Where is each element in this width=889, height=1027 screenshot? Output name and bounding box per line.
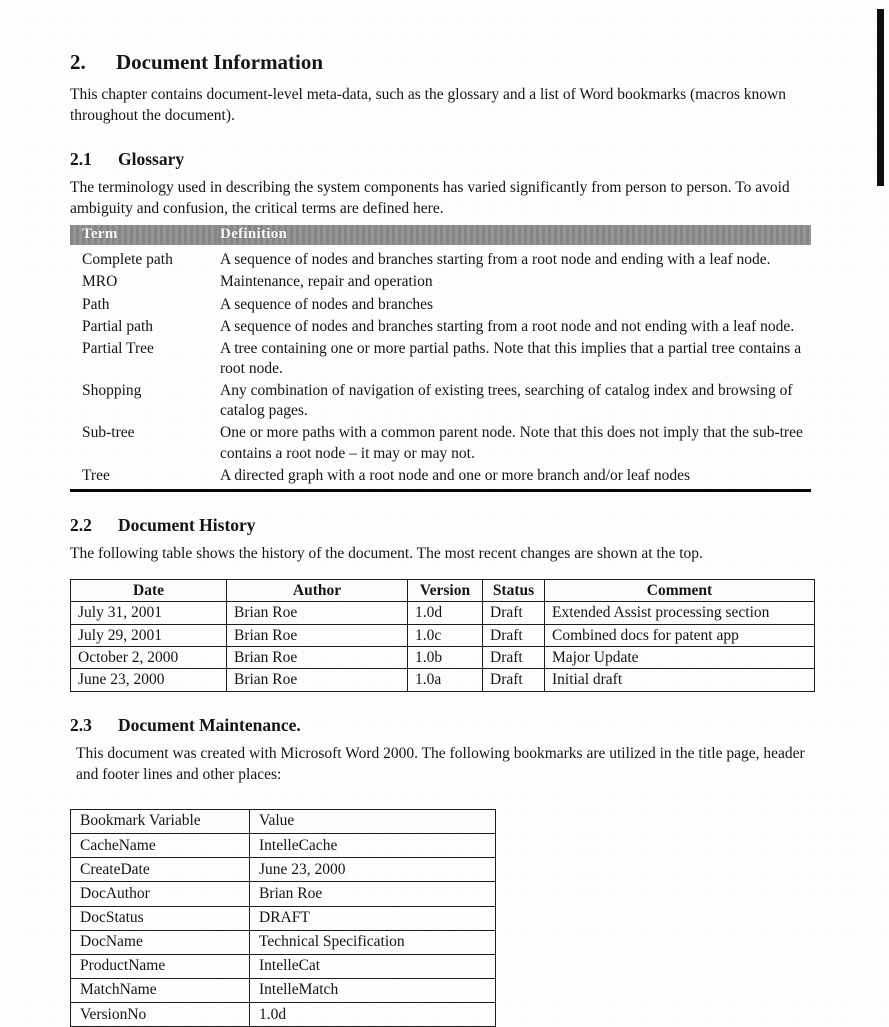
history-header-comment: Comment — [545, 579, 815, 601]
table-cell: MRO — [82, 273, 118, 291]
table-cell: A directed graph with a root node and one or more branch and/or leaf nodes — [220, 466, 691, 484]
table-cell: 1.0c — [408, 624, 483, 646]
table-cell: Draft — [483, 647, 545, 669]
table-cell: IntelleMatch — [250, 978, 496, 1002]
bookmarks-table-head — [71, 809, 496, 833]
glossary-heading-title: Glossary — [118, 149, 185, 170]
table-cell: Partial path — [82, 317, 154, 335]
table-cell: October 2, 2000 — [71, 647, 227, 669]
table-row — [71, 906, 496, 930]
table-cell: MatchName — [71, 978, 250, 1002]
table-row — [71, 954, 496, 978]
table-cell: Partial Tree — [82, 339, 154, 357]
history-table — [70, 579, 815, 692]
table-cell: A sequence of nodes and branches — [220, 295, 434, 313]
history-heading-title: Document History — [118, 514, 256, 535]
table-row — [70, 316, 811, 338]
history-header-version: Version — [408, 579, 483, 601]
table-cell: Brian Roe — [250, 882, 496, 906]
history-table-body — [71, 602, 815, 692]
bookmarks-table — [70, 809, 496, 1027]
glossary-header-term: Term — [70, 225, 218, 245]
table-cell: Major Update — [545, 647, 815, 669]
history-header-author: Author — [227, 579, 408, 601]
table-cell: June 23, 2000 — [250, 858, 496, 882]
table-cell: 1.0a — [408, 669, 483, 691]
table-row — [70, 380, 811, 422]
table-cell: A sequence of nodes and branches starting from a root node and ending with a leaf node. — [220, 251, 771, 269]
table-cell: Combined docs for patent app — [545, 624, 815, 646]
table-cell: Complete path — [82, 251, 173, 269]
maintenance-heading-title: Document Maintenance. — [118, 714, 301, 735]
table-cell: Initial draft — [545, 669, 815, 691]
table-row — [71, 1003, 496, 1027]
table-cell: Brian Roe — [227, 669, 408, 691]
chapter-heading — [70, 50, 811, 75]
glossary-heading — [70, 149, 811, 170]
table-cell: Extended Assist processing section — [545, 602, 815, 624]
bookmarks-table-body — [71, 834, 496, 1027]
maintenance-heading — [70, 715, 811, 736]
table-cell: Technical Specification — [250, 930, 496, 954]
table-cell: Sub-tree — [82, 424, 135, 442]
table-cell: One or more paths with a common parent node. Note that this does not imply that the sub-tree contains a root node – it may or may not. — [220, 424, 803, 462]
glossary-table-body — [70, 245, 811, 490]
bookmarks-header-value: Value — [250, 809, 496, 833]
table-cell: Maintenance, repair and operation — [220, 273, 433, 291]
table-cell: ProductName — [71, 954, 250, 978]
history-heading-number: 2.2 — [70, 514, 92, 535]
table-row — [71, 978, 496, 1002]
table-cell: VersionNo — [71, 1003, 250, 1027]
table-row — [71, 834, 496, 858]
table-cell: Brian Roe — [227, 624, 408, 646]
table-cell: June 23, 2000 — [71, 669, 227, 691]
table-cell: Draft — [483, 624, 545, 646]
glossary-intro-paragraph: The terminology used in describing the system components has varied significantly from person to person. To avoid ambiguity and confusion, the critical terms are defined here. — [70, 179, 790, 218]
maintenance-heading-number: 2.3 — [70, 714, 92, 735]
table-cell: DocStatus — [71, 906, 250, 930]
table-cell: Brian Roe — [227, 647, 408, 669]
history-intro-paragraph: The following table shows the history of the document. The most recent changes are shown at the top. — [70, 544, 703, 562]
chapter-number: 2. — [70, 50, 86, 74]
history-table-head — [71, 579, 815, 601]
table-row — [70, 271, 811, 293]
table-row — [70, 245, 811, 271]
table-row — [71, 624, 815, 646]
table-cell: Draft — [483, 602, 545, 624]
table-cell: Shopping — [82, 382, 142, 400]
table-cell: DRAFT — [250, 906, 496, 930]
glossary-table — [70, 225, 811, 492]
table-row — [71, 669, 815, 691]
table-cell: IntelleCat — [250, 954, 496, 978]
glossary-header-row — [70, 225, 811, 245]
table-cell: A tree containing one or more partial paths. Note that this implies that a partial tree contains a root node. — [220, 339, 802, 378]
table-row — [70, 338, 811, 380]
table-row — [71, 858, 496, 882]
table-row — [71, 930, 496, 954]
table-cell: July 31, 2001 — [71, 602, 227, 624]
table-cell: DocName — [71, 930, 250, 954]
chapter-title: Document Information — [116, 50, 324, 74]
bookmarks-header-variable: Bookmark Variable — [71, 809, 250, 833]
history-header-status: Status — [483, 579, 545, 601]
table-cell: July 29, 2001 — [71, 624, 227, 646]
table-cell: 1.0b — [408, 647, 483, 669]
table-cell: 1.0d — [250, 1003, 496, 1027]
table-cell: IntelleCache — [250, 834, 496, 858]
table-cell: Draft — [483, 669, 545, 691]
table-cell: CacheName — [71, 834, 250, 858]
table-row — [71, 882, 496, 906]
chapter-intro-paragraph: This chapter contains document-level meta-data, such as the glossary and a list of Word bookmarks (macros known throughout the document). — [70, 86, 787, 125]
table-cell: Tree — [82, 466, 110, 484]
table-row — [70, 422, 811, 464]
glossary-heading-number: 2.1 — [70, 149, 92, 170]
table-cell: 1.0d — [408, 602, 483, 624]
history-header-row — [71, 579, 815, 601]
table-cell: Path — [82, 295, 110, 313]
bookmarks-header-row — [71, 809, 496, 833]
table-row — [70, 465, 811, 491]
glossary-table-head — [70, 225, 811, 245]
table-cell: CreateDate — [71, 858, 250, 882]
maintenance-intro-paragraph: This document was created with Microsoft Word 2000. The following bookmarks are utilized in the title page, header and footer lines and other places: — [76, 744, 805, 783]
table-cell: Brian Roe — [227, 602, 408, 624]
table-cell: Any combination of navigation of existing trees, searching of catalog index and browsing of catalog pages. — [220, 382, 793, 420]
table-cell: A sequence of nodes and branches starting from a root node and not ending with a leaf node. — [220, 317, 795, 335]
glossary-header-definition: Definition — [218, 225, 811, 245]
table-row — [70, 294, 811, 316]
table-cell: DocAuthor — [71, 882, 250, 906]
history-heading — [70, 515, 811, 536]
table-row — [71, 602, 815, 624]
table-row — [71, 647, 815, 669]
history-header-date: Date — [71, 579, 227, 601]
